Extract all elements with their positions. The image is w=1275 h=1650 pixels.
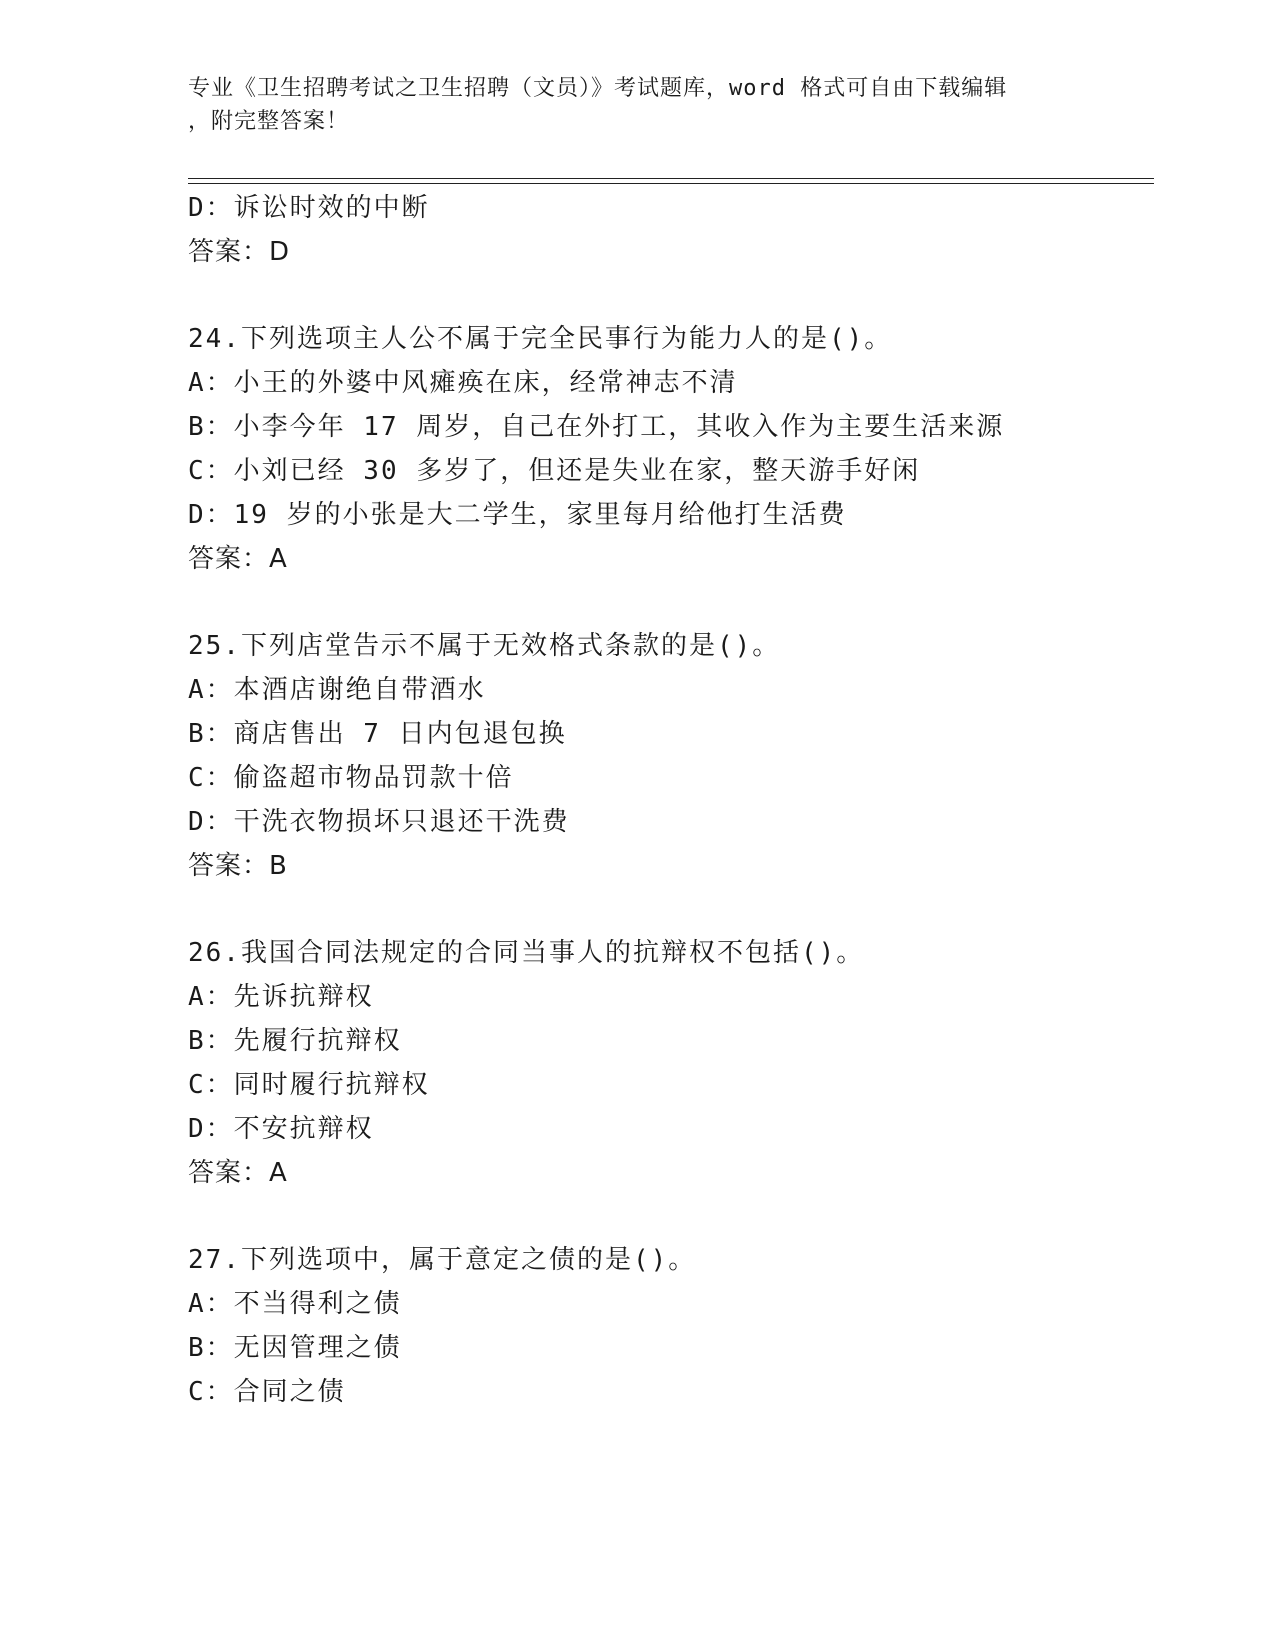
header-line-1: 专业《卫生招聘考试之卫生招聘（文员）》考试题库，word 格式可自由下载编辑 [188, 76, 1008, 101]
question-27-stem: 27.下列选项中，属于意定之债的是()。 [188, 1245, 697, 1275]
question-26-option-a: A：先诉抗辩权 [188, 982, 374, 1012]
question-27-option-c: C：合同之债 [188, 1377, 346, 1407]
prev-answer: 答案：D [188, 237, 291, 267]
question-25-stem: 25.下列店堂告示不属于无效格式条款的是()。 [188, 631, 781, 661]
question-25-option-d: D：干洗衣物损坏只退还干洗费 [188, 807, 570, 837]
question-25-answer: 答案：B [188, 851, 288, 881]
prev-option-d: D：诉讼时效的中断 [188, 193, 430, 223]
header-line-2: ，附完整答案！ [188, 109, 350, 134]
question-26-option-b: B：先履行抗辩权 [188, 1026, 402, 1056]
question-26-answer: 答案：A [188, 1158, 288, 1188]
question-24-option-b: B：小李今年 17 周岁，自己在外打工，其收入作为主要生活来源 [188, 412, 1005, 442]
question-26-option-d: D：不安抗辩权 [188, 1114, 374, 1144]
question-27-option-a: A：不当得利之债 [188, 1289, 402, 1319]
question-25-option-b: B：商店售出 7 日内包退包换 [188, 719, 567, 749]
header-divider-bottom [188, 183, 1154, 184]
question-27-option-b: B：无因管理之债 [188, 1333, 402, 1363]
document-header [188, 72, 1088, 138]
question-26-stem: 26.我国合同法规定的合同当事人的抗辩权不包括()。 [188, 938, 865, 968]
question-26-option-c: C：同时履行抗辩权 [188, 1070, 430, 1100]
question-24-option-a: A：小王的外婆中风瘫痪在床，经常神志不清 [188, 368, 738, 398]
question-24-stem: 24.下列选项主人公不属于完全民事行为能力人的是()。 [188, 324, 893, 354]
question-24-answer: 答案：A [188, 544, 288, 574]
question-25-option-c: C：偷盗超市物品罚款十倍 [188, 763, 514, 793]
question-25-option-a: A：本酒店谢绝自带酒水 [188, 675, 486, 705]
header-divider-top [188, 178, 1154, 179]
question-24-option-c: C：小刘已经 30 多岁了，但还是失业在家，整天游手好闲 [188, 456, 921, 486]
question-24-option-d: D：19 岁的小张是大二学生，家里每月给他打生活费 [188, 500, 847, 530]
